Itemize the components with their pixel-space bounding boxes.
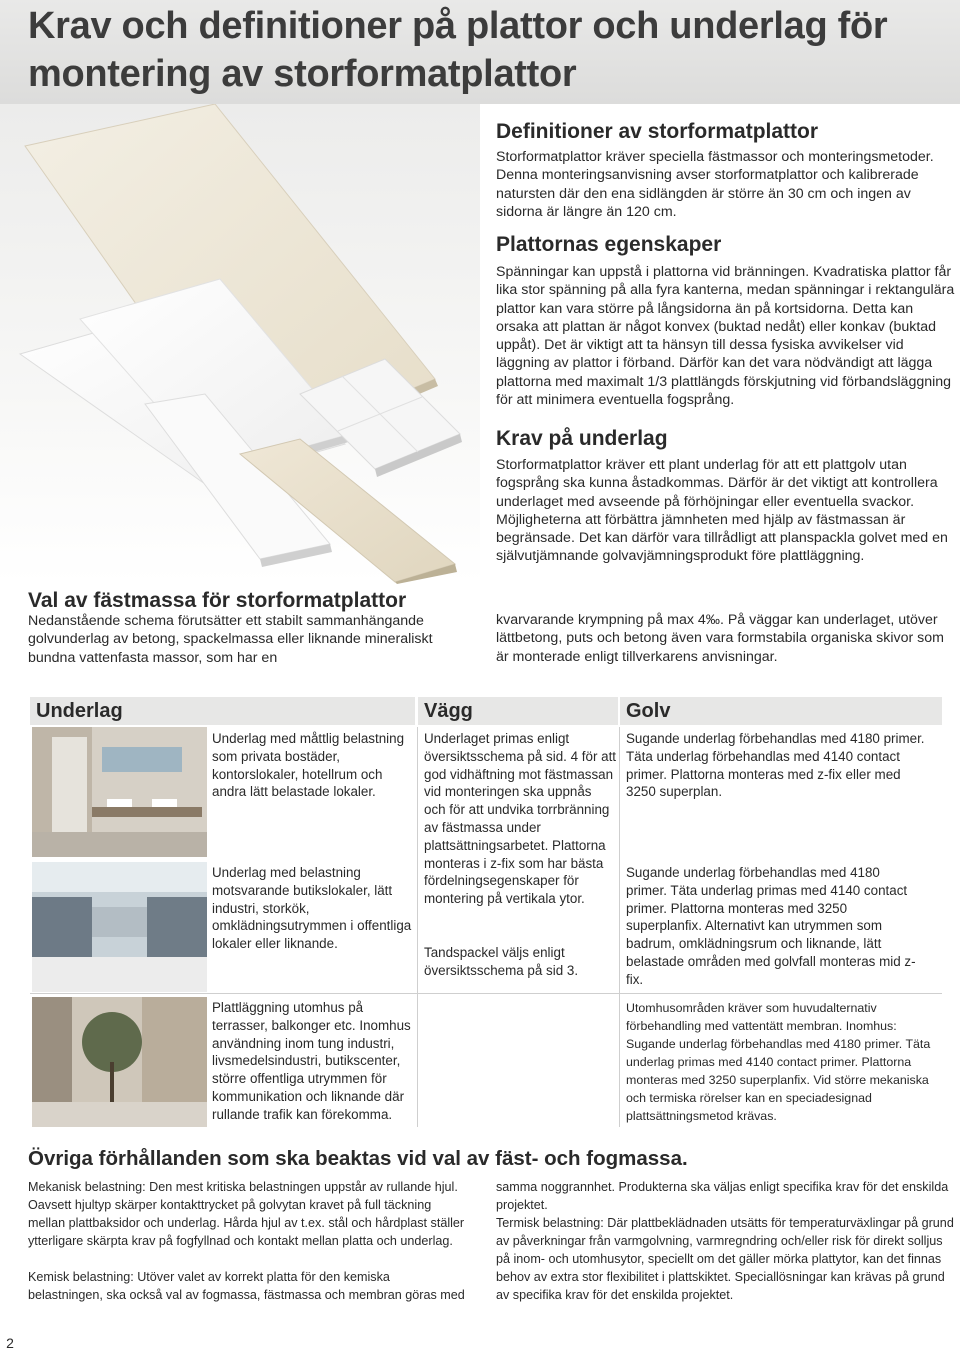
tiles-illustration xyxy=(0,104,480,584)
table-header-golv: Golv xyxy=(620,697,942,725)
chemical-load-text: Kemisk belastning: Utöver valet av korrekt platta för den kemiska belastningen, ska också val av fogmassa, fästmassa och membran göras med xyxy=(28,1270,465,1302)
properties-text: Spänningar kan uppstå i plattorna vid bränningen. Kvadratiska plattor får lika stor spänning på alla fyra kanterna, medan spänningar i rektangulära plattor kan vara större på långsidorna än på kortsidorna. Detta kan orsaka att plattan är något konvex (buktad nedåt) eller konkav (buktad uppåt). Det är viktigt att ta hänsyn till dessa fysiska avvikelser vid läggning av plattor i förband. Därför kan det vara nödvändigt att lägga plattorna med maximalt 1/3 plattlängds förskjutning vid förbandsläggning för att minimera eventuella fogsprång. xyxy=(496,264,955,409)
table-header-underlag: Underlag xyxy=(30,697,415,725)
vagg-text: Underlaget primas enligt översiktsschema på sid. 4 för att god vidhäftning mot fästmassan vid monteringen ska uppnås och för att undvika torrbränning av fästmassa under plattsättningsarbetet. Plattorna monteras i z-fix som har bästa fördelningsegenskaper för montering på vertikala ytor. xyxy=(424,731,617,907)
outdoor-hall-photo xyxy=(32,997,207,1127)
underlag-row-3-text: Plattläggning utomhus på terrasser, balkonger etc. Inomhus användning inom tung industri, livsmedelsindustri, butikscenter, större offentliga utrymmen för kommunikation och liknande där rullande trafik kan förekomma. xyxy=(212,1000,411,1122)
thermal-load-text: Termisk belastning: Där plattbeklädnaden utsätts för temperaturväxlingar på grund av påverkningar från varmgolvning, varmregndring och/eller risk för direkt solljus på inom- och utomhusytor, speciellt om det gäller mörka plattytor, kan det finnas behov av extra stor flexibilitet i plattskiktet. Speciallösningar kan krävas på grund av specifika krav för det enskilda projektet. xyxy=(496,1216,954,1302)
tiles-image xyxy=(0,104,480,584)
adhesive-text: Nedanstående schema förutsätter ett stabilt sammanhängande golvunderlag av betong, spackelmassa eller liknande mineraliskt bundna vattenfasta massor, som har en xyxy=(28,613,433,666)
shop-floor-photo xyxy=(32,862,207,992)
table-divider xyxy=(619,727,620,1127)
page-title: Krav och definitioner på plattor och underlag för montering av storformatplattor xyxy=(28,5,888,95)
table-row-divider xyxy=(30,993,942,994)
adhesive-heading: Val av fästmassa för storformatplattor xyxy=(28,589,407,612)
golv-row-1-text: Sugande underlag förbehandlas med 4180 primer. Täta underlag förbehandlas med 4140 contact primer. Plattorna monteras med z-fix eller med 3250 superplan. xyxy=(626,731,925,800)
page-number: 2 xyxy=(6,1335,14,1351)
properties-heading: Plattornas egenskaper xyxy=(496,233,722,256)
mechanical-load-text: Mekanisk belastning: Den mest kritiska belastningen uppstår av rullande hjul. Oavsett hjultyp skärper kontakttrycket på golvytan kravet på full täckning mellan plattbaksidor och underlag. Hårda hjul av t.ex. stål och hårdplast ställer ytterligare skärpta krav på fogfyllnad och kontakt mellan platta och underlag. xyxy=(28,1180,465,1248)
golv-row-3-text: Utomhusområden kräver som huvudalternativ förbehandling med vattentätt membran. Inomhus: Sugande underlag förbehandlas med 4180 primer. Täta underlag primas med 4140 contact primer. Plattorna monteras med 3250 superplanfix. Vid större mekaniska och termiska rörelser kan en speciadesignad plattsättningsmetod krävas. xyxy=(626,1001,931,1123)
definitions-heading: Definitioner av storformatplattor xyxy=(496,120,819,143)
table-header-vagg: Vägg xyxy=(418,697,618,725)
definitions-text: Storformatplattor kräver speciella fästmassor och monteringsmetoder. Denna monteringsanvisning avser storformatplattor och kalibrerade natursten där den ena sidlängden är större än 30 cm och ingen av sidorna är längre än 120 cm. xyxy=(496,149,934,220)
substrate-heading: Krav på underlag xyxy=(496,427,668,450)
chemical-load-continued: samma noggrannhet. Produkterna ska väljas enligt specifika krav för det enskilda projektet. xyxy=(496,1180,949,1212)
underlag-row-1-text: Underlag med måttlig belastning som privata bostäder, kontorslokaler, hotellrum och andra lätt belastade lokaler. xyxy=(212,731,405,800)
bathroom-photo xyxy=(32,727,207,857)
substrate-continued-text: kvarvarande krympning på max 4‰. På väggar kan underlaget, utöver lättbetong, puts och betong även vara formstabila organiska skivor som är monterade enligt tillverkarens anvisningar. xyxy=(496,612,944,665)
table-divider xyxy=(417,727,418,1127)
golv-row-2-text: Sugande underlag förbehandlas med 4180 primer. Täta underlag primas med 4140 contact primer. Plattorna monteras med 3250 superplanfix. Alternativt kan utrymmen som badrum, omklädningsrum och liknande, lätt belastade områden med golvfall monteras mid z-fix. xyxy=(626,865,916,987)
other-conditions-heading: Övriga förhållanden som ska beaktas vid val av fäst- och fogmassa. xyxy=(28,1147,688,1170)
substrate-text: Storformatplattor kräver ett plant underlag för att ett plattgolv utan fogsprång ska kunna åstadkommas. Därför är det viktigt att kontrollera underlaget med avseende på förhöjningar eller eventuella svackor. Möjligheterna att förbättra jämnheten med hjälp av fästmassan är begränsade. Det kan därför vara tillrådligt att planspackla golvet med en självutjämnande golvavjämningsprodukt före plattläggning. xyxy=(496,457,948,565)
vagg-trowel-text: Tandspackel väljs enligt översiktsschema på sid 3. xyxy=(424,945,579,978)
underlag-row-2-text: Underlag med belastning motsvarande butikslokaler, lätt industri, storkök, omklädningsutrymmen i offentliga lokaler eller liknande. xyxy=(212,865,412,952)
